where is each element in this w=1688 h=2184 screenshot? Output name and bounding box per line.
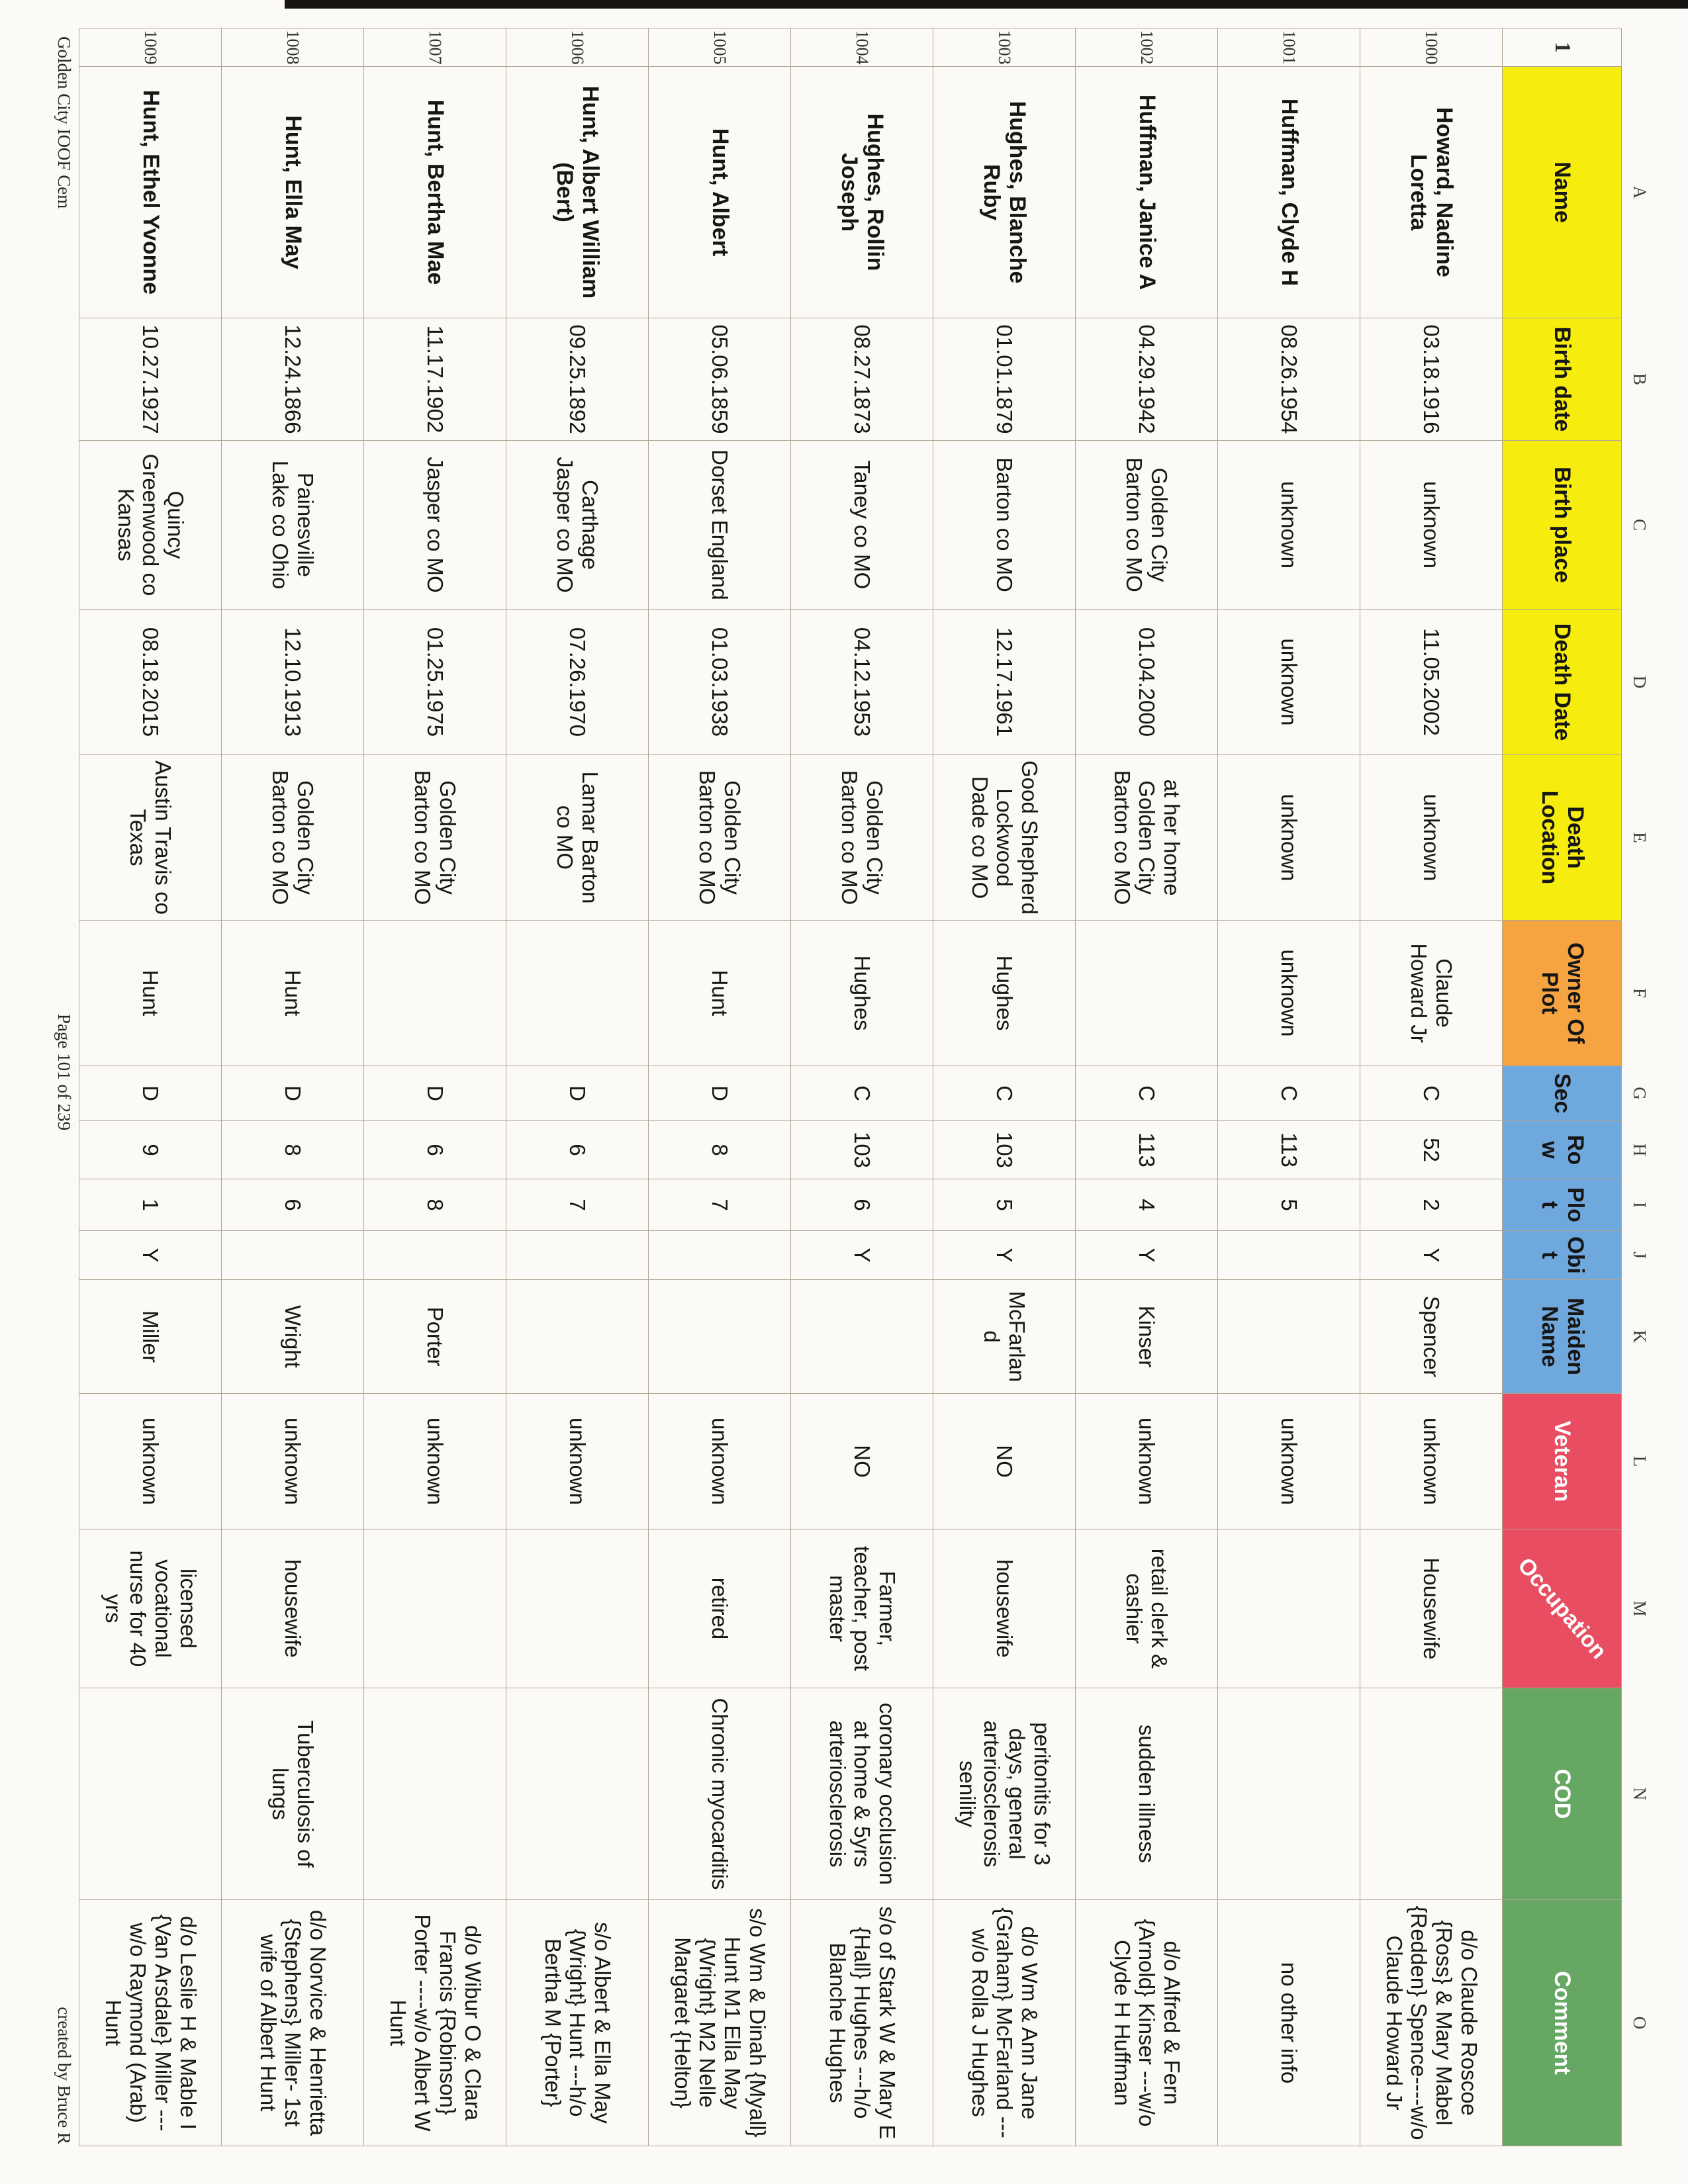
cell-occupation: licensed vocational nurse for 40 yrs [79, 1529, 222, 1688]
header-birth-date: Birth date [1503, 318, 1622, 441]
cell-comment: s/o Albert & Ella May {Wright} Hunt ---h/o Bertha M {Porter} [506, 1900, 649, 2146]
row-number: 1002 [1076, 28, 1218, 67]
cell-obit [506, 1231, 649, 1280]
footer-title: Golden City IOOF Cem [54, 36, 74, 209]
cell-plot: 6 [222, 1179, 364, 1231]
cell-occupation [1218, 1529, 1360, 1688]
cell-sec: C [1360, 1066, 1503, 1121]
cell-cod: Chronic myocarditis [649, 1688, 791, 1900]
cell-death-date: 12.10.1913 [222, 610, 364, 755]
cell-name: Hughes, Rollin Joseph [791, 67, 933, 318]
row-number: 1007 [364, 28, 506, 67]
record-row-1008 [222, 28, 364, 2146]
cell-sec: C [1076, 1066, 1218, 1121]
cell-occupation: housewife [933, 1529, 1076, 1688]
cell-death-location: Lamar Barton co MO [506, 755, 649, 921]
cell-veteran: unknown [649, 1394, 791, 1529]
row-number: 1003 [933, 28, 1076, 67]
scan-edge-artifact [285, 0, 1688, 9]
cell-maiden: Porter [364, 1280, 506, 1394]
cell-cod [1360, 1688, 1503, 1900]
cell-row: 6 [364, 1121, 506, 1179]
cell-row: 9 [79, 1121, 222, 1179]
header-death-date: Death Date [1503, 610, 1622, 755]
cell-birth-place: unknown [1218, 441, 1360, 610]
cell-occupation [364, 1529, 506, 1688]
cell-death-date: 12.17.1961 [933, 610, 1076, 755]
cell-sec: D [649, 1066, 791, 1121]
footer-credit: created by Bruce R [54, 2007, 74, 2144]
cell-maiden: Kinser [1076, 1280, 1218, 1394]
column-letter: C [1622, 441, 1656, 610]
cell-veteran: unknown [222, 1394, 364, 1529]
header-occupation [1503, 1529, 1622, 1688]
cell-sec: D [79, 1066, 222, 1121]
cell-death-location: Austin Travis co Texas [79, 755, 222, 921]
cell-comment: d/o Claude Roscoe {Ross} & Mary Mabel {Redden} Spence----w/o Claude Howard Jr [1360, 1900, 1503, 2146]
cell-obit: Y [1360, 1231, 1503, 1280]
cell-owner: Hughes [791, 921, 933, 1066]
cell-death-location: Golden City Barton co MO [222, 755, 364, 921]
cell-row: 103 [933, 1121, 1076, 1179]
cell-row: 6 [506, 1121, 649, 1179]
cell-name: Hunt, Ethel Yvonne [79, 67, 222, 318]
cell-death-location: at her home Golden City Barton co MO [1076, 755, 1218, 921]
cell-birth-place: Quincy Greenwood co Kansas [79, 441, 222, 610]
column-letter: D [1622, 610, 1656, 755]
cell-plot: 4 [1076, 1179, 1218, 1231]
cell-row: 103 [791, 1121, 933, 1179]
cell-veteran: NO [933, 1394, 1076, 1529]
cell-maiden: McFarland [933, 1280, 1076, 1394]
cell-birth-date: 04.29.1942 [1076, 318, 1218, 441]
cell-plot: 6 [791, 1179, 933, 1231]
cell-row: 8 [222, 1121, 364, 1179]
cell-name: Hunt, Albert William (Bert) [506, 67, 649, 318]
cell-birth-place: Barton co MO [933, 441, 1076, 610]
cell-comment: d/o Wibur O & Clara Francis {Robinson} Porter ----w/o Albert W Hunt [364, 1900, 506, 2146]
cell-cod: peritonitis for 3 days, general arteriosclerosis senility [933, 1688, 1076, 1900]
cell-sec: C [933, 1066, 1076, 1121]
cell-death-date: 11.05.2002 [1360, 610, 1503, 755]
cell-birth-date: 09.25.1892 [506, 318, 649, 441]
cell-comment: d/o Alfred & Fern {Arnold} Kinser ---w/o Clyde H Huffman [1076, 1900, 1218, 2146]
cell-maiden [791, 1280, 933, 1394]
record-row-1006 [506, 28, 649, 2146]
cell-owner: Claude Howard Jr [1360, 921, 1503, 1066]
cell-plot: 1 [79, 1179, 222, 1231]
cell-obit [364, 1231, 506, 1280]
cell-occupation: housewife [222, 1529, 364, 1688]
column-letter: F [1622, 921, 1656, 1066]
cell-plot: 5 [933, 1179, 1076, 1231]
cell-occupation: retired [649, 1529, 791, 1688]
cell-birth-place: unknown [1360, 441, 1503, 610]
cell-veteran: unknown [79, 1394, 222, 1529]
cell-birth-place: Taney co MO [791, 441, 933, 610]
record-row-1004 [791, 28, 933, 2146]
cell-veteran: unknown [506, 1394, 649, 1529]
cell-birth-place: Dorset England [649, 441, 791, 610]
cell-obit [1218, 1231, 1360, 1280]
cell-death-location: Golden City Barton co MO [649, 755, 791, 921]
header-sec: Sec [1503, 1066, 1622, 1121]
cell-maiden [506, 1280, 649, 1394]
record-row-1003 [933, 28, 1076, 2146]
cell-row: 113 [1218, 1121, 1360, 1179]
cell-maiden: Spencer [1360, 1280, 1503, 1394]
cell-obit [222, 1231, 364, 1280]
cell-death-date: 08.18.2015 [79, 610, 222, 755]
column-letter: E [1622, 755, 1656, 921]
cell-cod [1218, 1688, 1360, 1900]
column-letter: N [1622, 1688, 1656, 1900]
header-birth-place: Birth place [1503, 441, 1622, 610]
cell-owner: Hunt [649, 921, 791, 1066]
cell-death-location: Golden City Barton co MO [364, 755, 506, 921]
column-letter: H [1622, 1121, 1656, 1179]
cemetery-records-table [79, 28, 1657, 2146]
cell-death-date: unknown [1218, 610, 1360, 755]
cell-death-location: unknown [1218, 755, 1360, 921]
cell-cod [364, 1688, 506, 1900]
cell-owner: Hughes [933, 921, 1076, 1066]
row-number: 1004 [791, 28, 933, 67]
record-row-1009 [79, 28, 222, 2146]
cell-row: 8 [649, 1121, 791, 1179]
cell-comment: d/o Norvice & Henrietta {Stephens} Miller- 1st wife of Albert Hunt [222, 1900, 364, 2146]
cell-comment: d/o Leslie H & Mable I {Van Arsdale} Miller ---w/o Raymond (Arab) Hunt [79, 1900, 222, 2146]
cell-birth-date: 03.18.1916 [1360, 318, 1503, 441]
record-row-1000 [1360, 28, 1503, 2146]
cell-sec: C [791, 1066, 933, 1121]
cell-death-date: 01.25.1975 [364, 610, 506, 755]
column-letter: A [1622, 67, 1656, 318]
cell-birth-place: Carthage Jasper co MO [506, 441, 649, 610]
cell-name: Huffman, Clyde H [1218, 67, 1360, 318]
cell-name: Howard, Nadine Loretta [1360, 67, 1503, 318]
cell-owner [1076, 921, 1218, 1066]
cell-veteran: unknown [1218, 1394, 1360, 1529]
cell-obit: Y [79, 1231, 222, 1280]
cell-comment: s/o Wm & Dinah {Myall} Hunt M1 Ella May {Wright} M2 Nelle Margaret {Helton} [649, 1900, 791, 2146]
cell-plot: 5 [1218, 1179, 1360, 1231]
cell-maiden [649, 1280, 791, 1394]
cell-birth-place: Jasper co MO [364, 441, 506, 610]
cell-birth-date: 08.27.1873 [791, 318, 933, 441]
cell-birth-date: 01.01.1879 [933, 318, 1076, 441]
cell-occupation: Housewife [1360, 1529, 1503, 1688]
corner-cell [1622, 28, 1656, 67]
column-letter: G [1622, 1066, 1656, 1121]
header-owner-of-plot: Owner Of Plot [1503, 921, 1622, 1066]
cell-birth-date: 11.17.1902 [364, 318, 506, 441]
column-letter: I [1622, 1179, 1656, 1231]
header-veteran: Veteran [1503, 1394, 1622, 1529]
cell-row: 52 [1360, 1121, 1503, 1179]
cell-owner: unknown [1218, 921, 1360, 1066]
cell-cod: Tuberculosis of lungs [222, 1688, 364, 1900]
cell-cod [79, 1688, 222, 1900]
header-comment: Comment [1503, 1900, 1622, 2146]
cell-sec: D [506, 1066, 649, 1121]
row-number: 1001 [1218, 28, 1360, 67]
cell-cod [506, 1688, 649, 1900]
cell-obit [649, 1231, 791, 1280]
cell-plot: 7 [506, 1179, 649, 1231]
cell-birth-place: Golden City Barton co MO [1076, 441, 1218, 610]
cell-occupation [506, 1529, 649, 1688]
row-number: 1006 [506, 28, 649, 67]
column-letter: J [1622, 1231, 1656, 1280]
cell-comment: d/o Wm & Ann Jane {Graham} McFarland ---w/o Rolla J Hughes [933, 1900, 1076, 2146]
cell-death-date: 07.26.1970 [506, 610, 649, 755]
cell-occupation: retail clerk & cashier [1076, 1529, 1218, 1688]
cell-sec: C [1218, 1066, 1360, 1121]
header-maiden-name: Maiden Name [1503, 1280, 1622, 1394]
header-occupation-label: Occupation [1513, 1553, 1612, 1664]
row-number: 1005 [649, 28, 791, 67]
cell-name: Huffman, Janice A [1076, 67, 1218, 318]
header-obit: Obit [1503, 1231, 1622, 1280]
cell-death-location: Golden City Barton co MO [791, 755, 933, 921]
column-letter: M [1622, 1529, 1656, 1688]
cell-owner [364, 921, 506, 1066]
cell-sec: D [222, 1066, 364, 1121]
cell-birth-date: 10.27.1927 [79, 318, 222, 441]
cell-death-location: unknown [1360, 755, 1503, 921]
cell-owner [506, 921, 649, 1066]
header-name: Name [1503, 67, 1622, 318]
column-letters-row [1622, 28, 1656, 2146]
cell-veteran: NO [791, 1394, 933, 1529]
cell-maiden: Miller [79, 1280, 222, 1394]
cell-plot: 7 [649, 1179, 791, 1231]
header-row [1503, 28, 1622, 2146]
column-letter: O [1622, 1900, 1656, 2146]
cell-owner: Hunt [222, 921, 364, 1066]
cell-birth-date: 12.24.1866 [222, 318, 364, 441]
cell-death-location: Good Shepherd Lockwood Dade co MO [933, 755, 1076, 921]
column-letter: K [1622, 1280, 1656, 1394]
row-number: 1 [1503, 28, 1622, 67]
cell-name: Hunt, Albert [649, 67, 791, 318]
cell-plot: 2 [1360, 1179, 1503, 1231]
cell-comment: no other info [1218, 1900, 1360, 2146]
cell-maiden [1218, 1280, 1360, 1394]
cell-obit: Y [1076, 1231, 1218, 1280]
header-row-col: Row [1503, 1121, 1622, 1179]
footer-page-number: Page 101 of 239 [54, 1013, 74, 1131]
cell-plot: 8 [364, 1179, 506, 1231]
cell-comment: s/o of Stark W & Mary E {Hall} Hughes ---h/o Blanche Hughes [791, 1900, 933, 2146]
cell-name: Hughes, Blanche Ruby [933, 67, 1076, 318]
cell-birth-date: 05.06.1859 [649, 318, 791, 441]
cell-cod: sudden illness [1076, 1688, 1218, 1900]
cell-death-date: 04.12.1953 [791, 610, 933, 755]
record-row-1001 [1218, 28, 1360, 2146]
record-row-1002 [1076, 28, 1218, 2146]
header-plot: Plot [1503, 1179, 1622, 1231]
cell-sec: D [364, 1066, 506, 1121]
cell-cod: coronary occlusion at home & 5yrs arteriosclerosis [791, 1688, 933, 1900]
header-death-location: Death Location [1503, 755, 1622, 921]
cell-veteran: unknown [364, 1394, 506, 1529]
cell-birth-date: 08.26.1954 [1218, 318, 1360, 441]
row-number: 1008 [222, 28, 364, 67]
cell-death-date: 01.03.1938 [649, 610, 791, 755]
cell-obit: Y [791, 1231, 933, 1280]
cell-death-date: 01.04.2000 [1076, 610, 1218, 755]
cell-owner: Hunt [79, 921, 222, 1066]
cell-veteran: unknown [1360, 1394, 1503, 1529]
cell-name: Hunt, Bertha Mae [364, 67, 506, 318]
cell-row: 113 [1076, 1121, 1218, 1179]
cell-birth-place: Painesville Lake co Ohio [222, 441, 364, 610]
header-cod: COD [1503, 1688, 1622, 1900]
cell-name: Hunt, Ella May [222, 67, 364, 318]
cell-occupation: Farmer, teacher, post master [791, 1529, 933, 1688]
cell-obit: Y [933, 1231, 1076, 1280]
record-row-1005 [649, 28, 791, 2146]
cell-veteran: unknown [1076, 1394, 1218, 1529]
row-number: 1009 [79, 28, 222, 67]
column-letter: B [1622, 318, 1656, 441]
cell-maiden: Wright [222, 1280, 364, 1394]
record-row-1007 [364, 28, 506, 2146]
column-letter: L [1622, 1394, 1656, 1529]
row-number: 1000 [1360, 28, 1503, 67]
